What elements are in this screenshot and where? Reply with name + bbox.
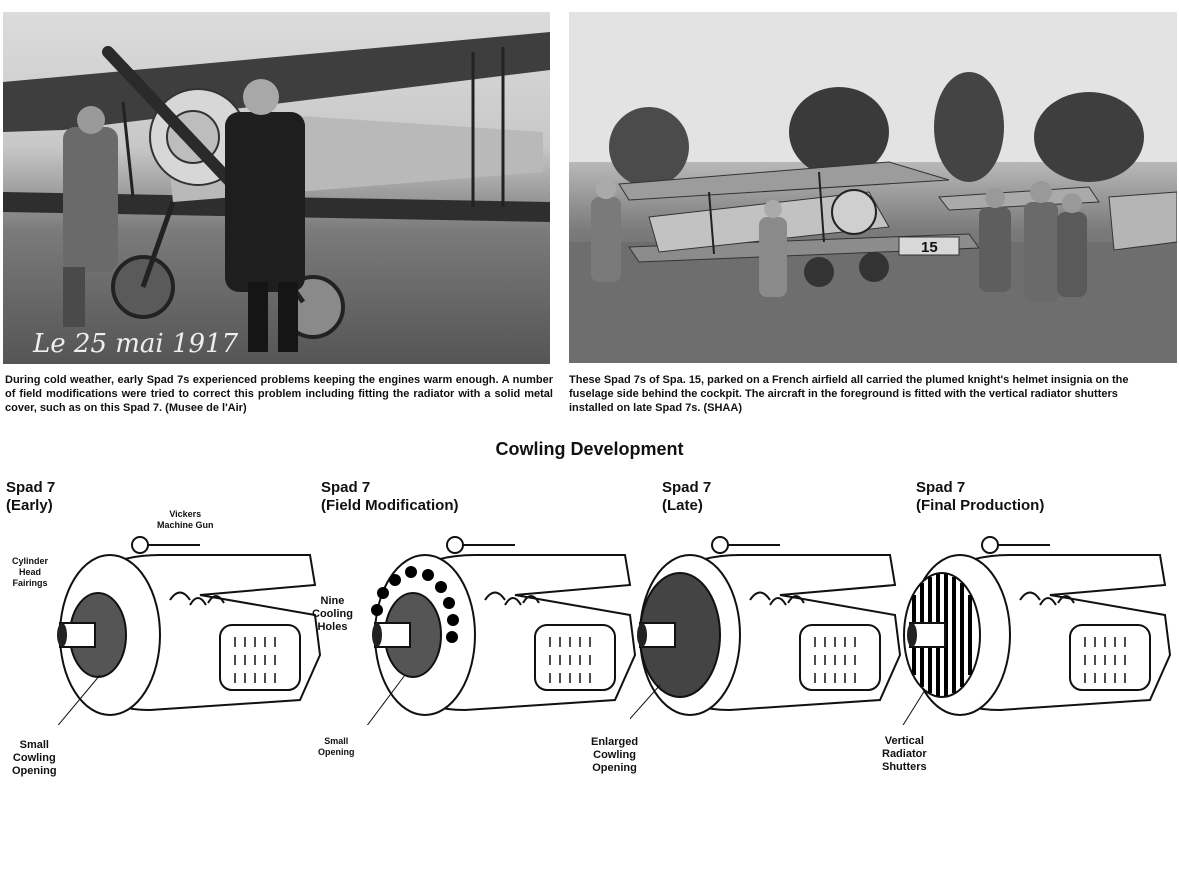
hub (372, 623, 410, 647)
cowling-drawing-final (900, 525, 1179, 725)
hub (907, 623, 945, 647)
cowling-drawing-early (50, 525, 330, 725)
photo-caption-right: These Spad 7s of Spa. 15, parked on a French airfield all carried the plumed knight's helmet insignia on the fuselage side behind the cockpit. The aircraft in the foreground is fitted with the vertical radiator shutters installed on late Spad 7s. (SHAA) (569, 374, 1129, 414)
photo-spad7-metal-radiator-cover (3, 12, 550, 364)
callout-small-cowling-opening: Small Cowling Opening (12, 739, 57, 777)
callout-small-opening: Small Opening (318, 736, 355, 757)
photo-spa15-airfield (569, 12, 1177, 363)
variant-title-early: Spad 7 (Early) (6, 479, 56, 514)
fuselage-number: 15 (921, 239, 938, 256)
hub (637, 623, 675, 647)
photo-illustration (3, 12, 550, 364)
cowling-drawing-late (630, 525, 910, 725)
photo-illustration (569, 12, 1177, 363)
callout-nine-cooling-holes: Nine Cooling Holes (312, 595, 353, 633)
photo-handwriting: Le 25 mai 1917 (33, 329, 239, 359)
cowling-drawing-field-mod (365, 525, 645, 725)
variant-title-late: Spad 7 (Late) (662, 479, 712, 514)
callout-vertical-radiator-shutters: Vertical Radiator Shutters (882, 735, 927, 773)
callout-enlarged-cowling-opening: Enlarged Cowling Opening (591, 736, 639, 774)
callout-cylinder-head-fairings: Cylinder Head Fairings (12, 556, 49, 588)
variant-title-field-mod: Spad 7 (Field Modification) (321, 479, 459, 514)
section-title: Cowling Development (495, 439, 684, 459)
variant-title-final: Spad 7 (Final Production) (916, 479, 1045, 514)
photo-caption-left: During cold weather, early Spad 7s experienced problems keeping the engines warm enough. A number of field modifications were tried to correct this problem including fitting the radiator with a solid metal cover, such as on this Spad 7. (Musee de l'Air) (5, 374, 553, 414)
callout-vickers-machine-gun: Vickers Machine Gun (157, 509, 214, 530)
hub (57, 623, 95, 647)
